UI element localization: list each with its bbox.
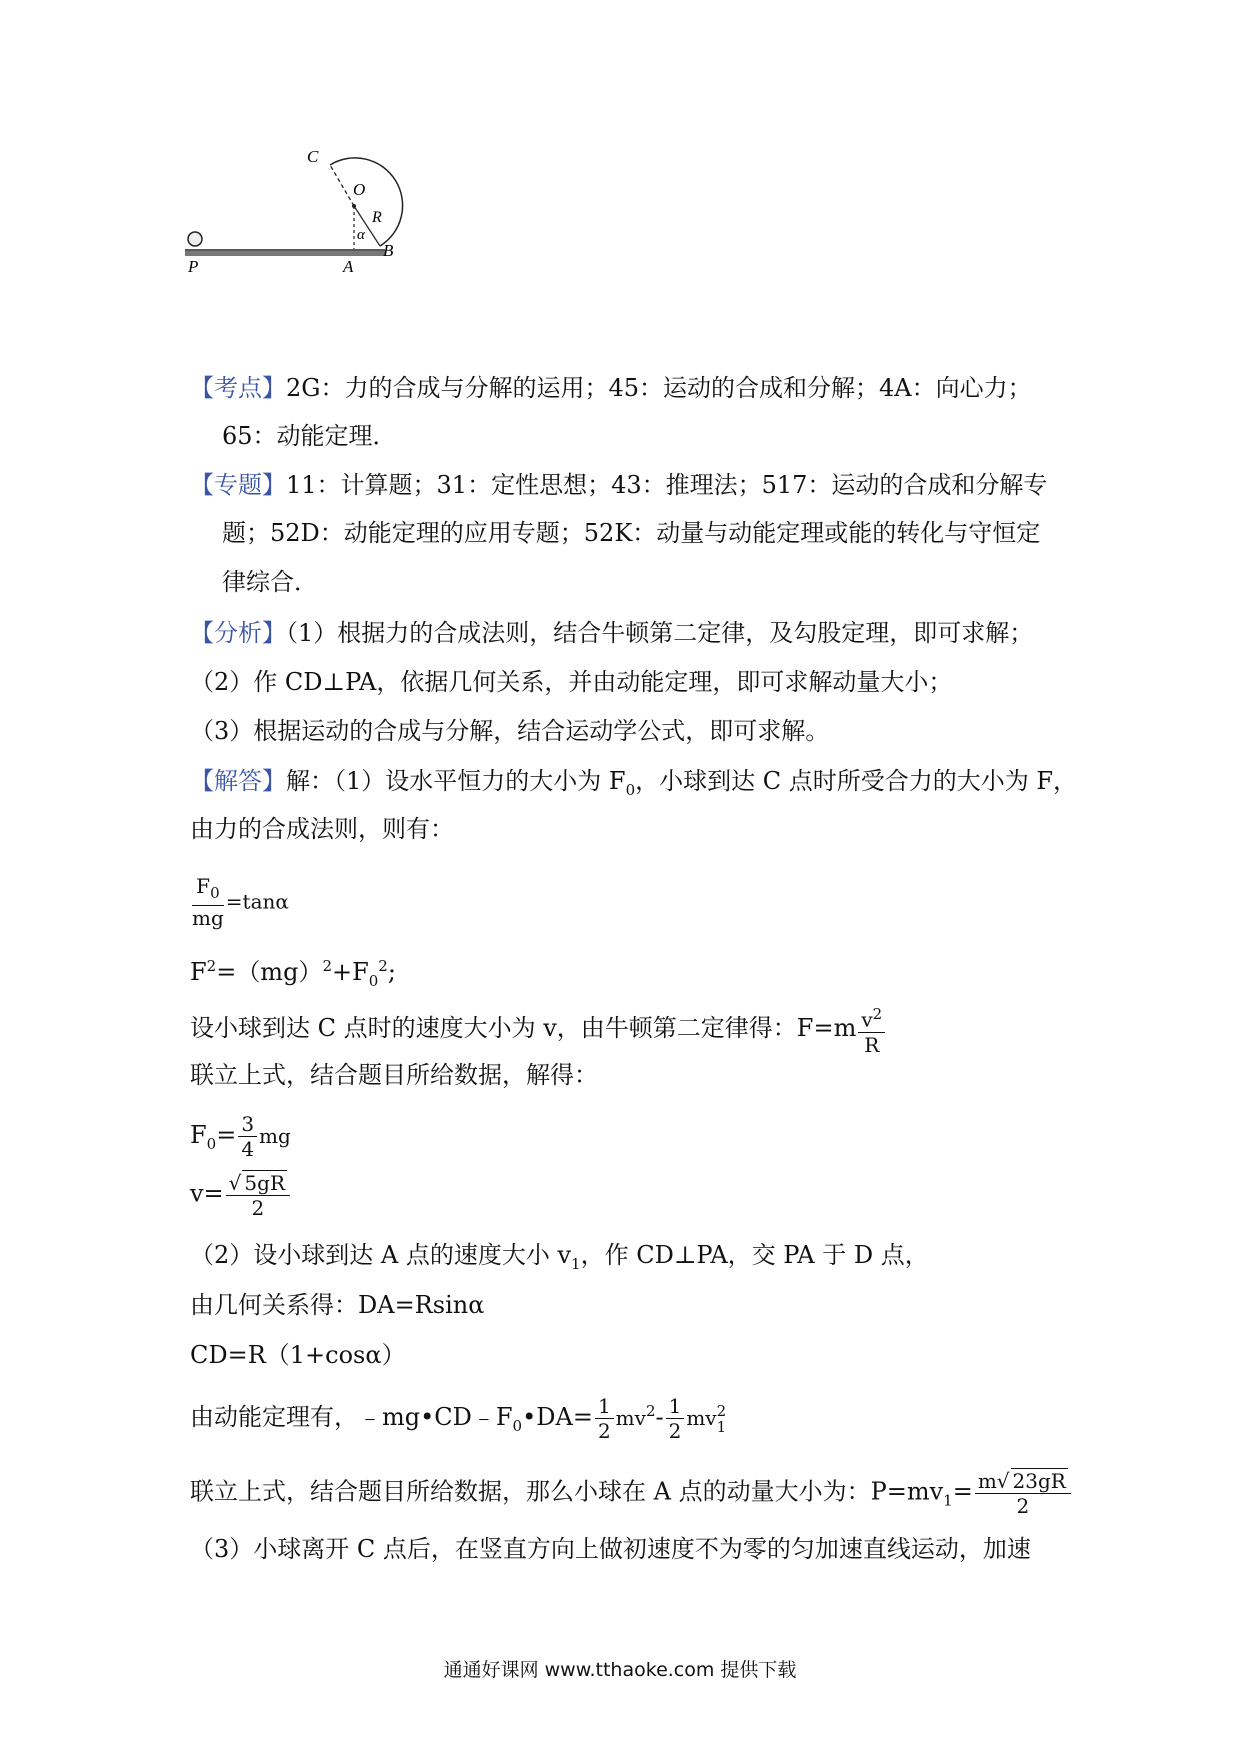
- jieda-line-10: （3）小球离开 C 点后，在竖直方向上做初速度不为零的匀加速直线运动，加速: [190, 1535, 1031, 1563]
- fenxi-line-2: （2）作 CD⊥PA，依据几何关系，并由动能定理，即可求解动量大小；: [190, 668, 953, 696]
- label-o: O: [353, 180, 366, 199]
- jieda-line-5: （2）设小球到达 A 点的速度大小 $v_1$，作 CD⊥PA，交 PA 于 D 点，: [190, 1241, 929, 1273]
- fenxi-tag: 【分析】: [190, 619, 286, 647]
- zhuanti-line-1: 【专题】11：计算题；31：定性思想；43：推理法；517：运动的合成和分解专: [190, 471, 1048, 499]
- zhuanti-tag: 【专题】: [190, 471, 286, 499]
- label-alpha: α: [357, 227, 365, 243]
- physics-diagram: [185, 150, 485, 315]
- jieda-line-3: 设小球到达 C 点时的速度大小为 v，由牛顿第二定律得：F=m $\frac{v^2}{R}$: [190, 1002, 887, 1057]
- fenxi-line-3: （3）根据运动的合成与分解，结合运动学公式，即可求解。: [190, 717, 830, 745]
- label-c: C: [307, 150, 319, 166]
- label-b: B: [383, 241, 394, 260]
- ball-p: [188, 232, 202, 246]
- equation-f0: $F_0=$ $\frac{3}{4}$ mg: [190, 1112, 291, 1161]
- ground-hatching: [185, 250, 385, 256]
- circular-track: [330, 158, 403, 246]
- kaodian-line-1: 【考点】2G：力的合成与分解的运用；45：运动的合成和分解；4A：向心力；: [190, 374, 1032, 402]
- kaodian-tag: 【考点】: [190, 374, 286, 402]
- kaodian-line-2: 65：动能定理．: [222, 422, 397, 450]
- page-footer: 通通好课网 www.tthaoke.com 提供下载: [443, 1659, 797, 1681]
- zhuanti-line-3: 律综合．: [222, 568, 318, 596]
- center-o: [352, 204, 356, 208]
- equation-tan: $\frac{F_0}{mg}$ =tanα: [192, 874, 289, 930]
- jieda-tag: 【解答】: [190, 767, 286, 795]
- jieda-line-2: 由力的合成法则，则有：: [190, 815, 454, 843]
- label-r: R: [372, 209, 382, 226]
- jieda-line-4: 联立上式，结合题目所给数据，解得：: [190, 1061, 598, 1089]
- jieda-line-1: 【解答】解：（1）设水平恒力的大小为 $F_0$，小球到达 C 点时所受合力的大小为 F，: [190, 767, 1078, 799]
- label-a: A: [343, 257, 354, 276]
- zhuanti-line-2: 题；52D：动能定理的应用专题；52K：动量与动能定理或能的转化与守恒定: [222, 519, 1041, 547]
- radius-oc: [330, 165, 354, 206]
- label-p: P: [188, 257, 199, 276]
- fenxi-line-1: 【分析】（1）根据力的合成法则，结合牛顿第二定律，及勾股定理，即可求解；: [190, 619, 1034, 647]
- jieda-line-6: 由几何关系得：DA=Rsinα: [190, 1291, 485, 1319]
- equation-pythagoras: $F^2=(mg)^2+F_0^2$;: [190, 957, 396, 990]
- equation-momentum: 联立上式，结合题目所给数据，那么小球在 A 点的动量大小为：$P=mv_1=$ $\frac{m√ 23gR}{2}$: [190, 1468, 1073, 1518]
- equation-v: v= $\frac{√ 5gR}{2}$: [190, 1170, 292, 1220]
- jieda-line-7: CD=R（1+cosα）: [190, 1341, 406, 1369]
- equation-energy: 由动能定理有，$﹣mg•CD﹣F_0•DA=$ $\frac{1}{2}$ $mv^2-$ $\frac{1}{2}$ mv 2 1: [190, 1394, 727, 1443]
